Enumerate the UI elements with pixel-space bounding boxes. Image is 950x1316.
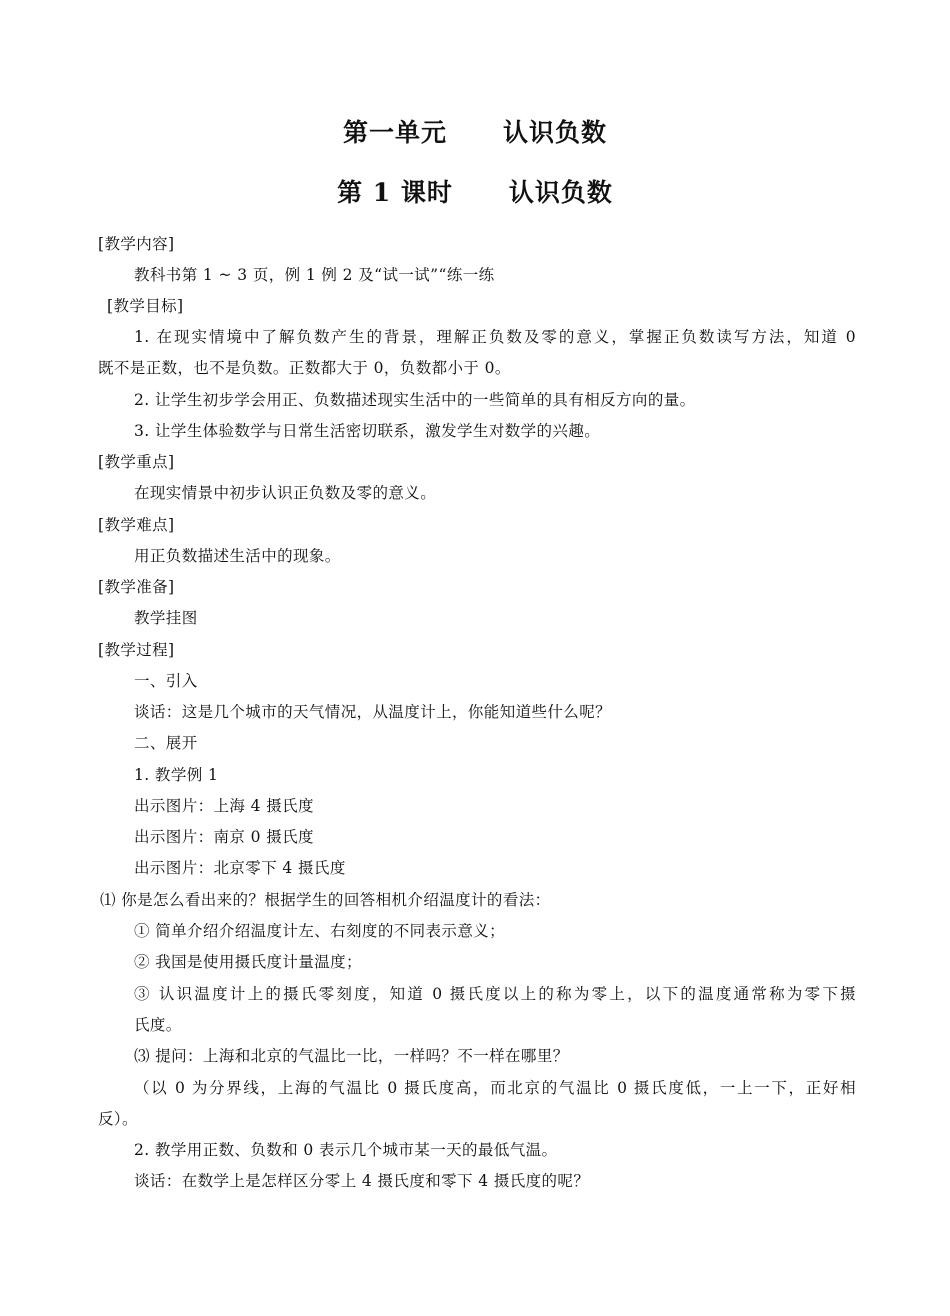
- unit-title: [0, 118, 950, 148]
- paragraph-line: 氏度。: [134, 1016, 182, 1034]
- section-heading-key-points: [教学重点]: [98, 453, 175, 471]
- paragraph-line: 1. 在现实情境中了解负数产生的背景，理解正负数及零的意义，掌握正负数读写方法，知道 0: [134, 328, 856, 346]
- lesson-title-part2: 认识负数: [508, 178, 613, 207]
- paragraph-line: ③ 认识温度计上的摄氏零刻度，知道 0 摄氏度以上的称为零上，以下的温度通常称为零下摄: [134, 985, 856, 1003]
- lesson-title-part1: 第 1 课时: [337, 178, 453, 207]
- paragraph-line: 教学挂图: [134, 609, 198, 627]
- paragraph-line: 2. 教学用正数、负数和 0 表示几个城市某一天的最低气温。: [134, 1141, 558, 1159]
- section-heading-difficulties: [教学难点]: [98, 516, 175, 534]
- paragraph-line: 2. 让学生初步学会用正、负数描述现实生活中的一些简单的具有相反方向的量。: [134, 391, 696, 409]
- section-heading-content: [教学内容]: [98, 235, 175, 253]
- paragraph-line: （以 0 为分界线，上海的气温比 0 摄氏度高，而北京的气温比 0 摄氏度低，一上一下，正好相: [134, 1079, 856, 1097]
- section-heading-objectives: [教学目标]: [107, 297, 184, 315]
- paragraph-line: 出示图片：北京零下 4 摄氏度: [134, 859, 346, 877]
- paragraph-line: ① 简单介绍介绍温度计左、右刻度的不同表示意义；: [134, 922, 506, 940]
- paragraph-line: ⑶ 提问：上海和北京的气温比一比，一样吗？不一样在哪里？: [134, 1047, 569, 1065]
- paragraph-line: 出示图片：上海 4 摄氏度: [134, 797, 314, 815]
- paragraph-line: 3. 让学生体验数学与日常生活密切联系，激发学生对数学的兴趣。: [134, 422, 601, 440]
- paragraph-line: ⑴ 你是怎么看出来的？根据学生的回答相机介绍温度计的看法：: [100, 891, 551, 909]
- unit-title-part1: 第一单元: [342, 118, 447, 147]
- paragraph-line: 既不是正数，也不是负数。正数都大于 0，负数都小于 0。: [98, 359, 511, 377]
- paragraph-line: 谈话：这是几个城市的天气情况，从温度计上，你能知道些什么呢？: [134, 703, 612, 721]
- section-heading-process: [教学过程]: [98, 641, 175, 659]
- paragraph-line: 一、引入: [134, 672, 198, 690]
- section-heading-preparation: [教学准备]: [98, 578, 175, 596]
- paragraph-line: 二、展开: [134, 734, 198, 752]
- paragraph-line: 1. 教学例 1: [134, 766, 219, 784]
- unit-title-part2: 认识负数: [503, 118, 608, 147]
- paragraph-line: 反）。: [98, 1110, 138, 1128]
- lesson-title: [0, 178, 950, 208]
- paragraph-line: ② 我国是使用摄氏度计量温度；: [134, 953, 362, 971]
- paragraph-line: 谈话：在数学上是怎样区分零上 4 摄氏度和零下 4 摄氏度的呢？: [134, 1172, 590, 1190]
- paragraph-line: 教科书第 1 ~ 3 页，例 1 例 2 及“试一试”“练一练: [134, 266, 495, 284]
- paragraph-line: 用正负数描述生活中的现象。: [134, 547, 341, 565]
- paragraph-line: 出示图片：南京 0 摄氏度: [134, 828, 314, 846]
- paragraph-line: 在现实情景中初步认识正负数及零的意义。: [134, 484, 437, 502]
